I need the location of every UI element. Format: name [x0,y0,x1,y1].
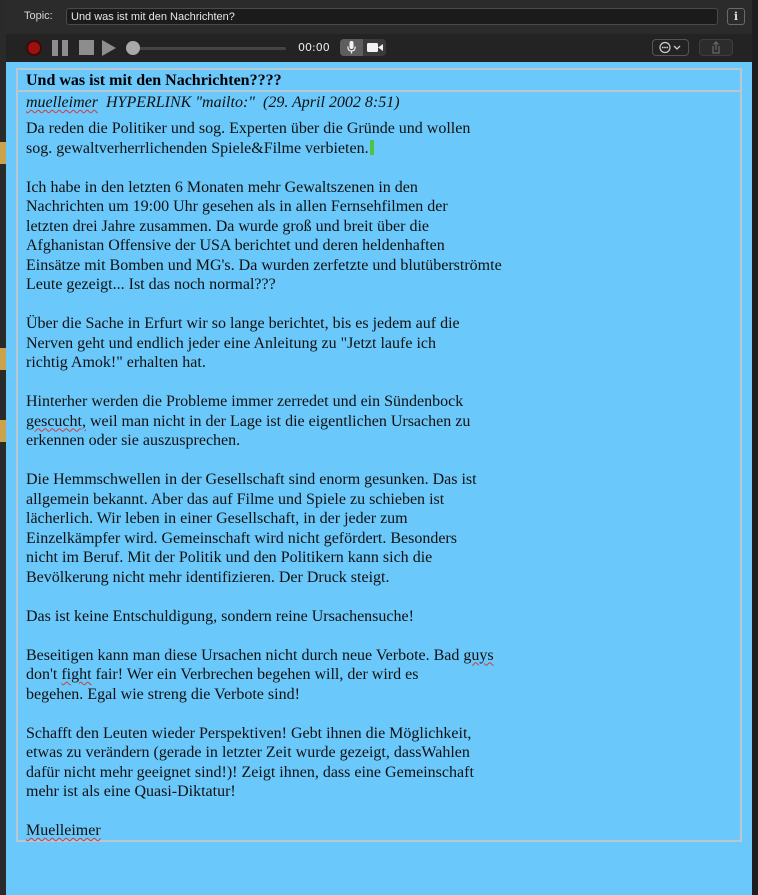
microphone-icon [347,41,356,54]
scrub-knob[interactable] [126,41,140,55]
byline-author: muelleimer [26,94,98,111]
paragraph-line: gescucht, weil man nicht in der Lage ist die eigentlichen Ursachen zu [26,412,471,430]
paragraph-line: dafür nicht mehr geeignet sind!)! Zeigt ihnen, dass eine Gemeinschaft [26,763,474,781]
paragraph-line: Muelleimer [26,822,101,839]
recorder-controls [6,34,752,62]
paragraph-line: Ich habe in den letzten 6 Monaten mehr Gewaltszenen in den [26,178,418,196]
document-frame [16,68,742,842]
paragraph-gap [26,373,666,393]
document-body[interactable] [26,119,666,841]
byline [26,94,400,112]
paragraph-line: Nachrichten um 19:00 Uhr gesehen als in allen Fernsehfilmen der [26,198,448,215]
paragraph-line: Die Hemmschwellen in der Gesellschaft sind enorm gesunken. Das ist [26,471,477,488]
paragraph-line: mehr ist als eine Quasi-Diktatur! [26,783,236,800]
paragraph-line: Einzelkämpfer wird. Gemeinschaft wird nicht gefördert. Besonders [26,529,457,547]
options-icon [653,40,688,55]
paragraph-gap [26,451,666,471]
byline-date: (29. April 2002 8:51) [262,94,400,111]
paragraph-line: Da reden die Politiker und sog. Experten über die Gründe und wollen [26,120,471,137]
paragraph-line: lächerlich. Wir leben in einer Gesellschaft, in der jeder zum [26,510,408,527]
text-cursor [370,140,374,155]
paragraph-line: don't fight fair! Wer ein Verbrechen begehen will, der wird es [26,666,419,683]
topic-input[interactable]: Und was ist mit den Nachrichten? [66,8,718,25]
paragraph-gap [26,587,666,607]
stop-button[interactable] [79,40,94,55]
document-title: Und was ist mit den Nachrichten???? [26,72,282,89]
info-button[interactable]: i [727,8,745,25]
paragraph-line: Schafft den Leuten wieder Perspektiven! Gebt ihnen die Möglichkeit, [26,724,472,742]
share-icon [700,40,732,55]
time-readout: 00:00 [298,41,330,54]
paragraph-line: nicht im Beruf. Mit der Politik und den Politikern kann sich die [26,549,433,566]
paragraph-line: sog. gewaltverherrlichenden Spiele&Filme verbieten. [26,139,666,159]
document-area[interactable] [6,62,752,895]
camera-icon[interactable] [367,42,383,53]
pause-icon [52,40,58,56]
paragraph-line: allgemein bekannt. Aber das auf Filme und Spiele zu schieben ist [26,490,445,508]
paragraph-line: Leute gezeigt... Ist das noch normal??? [26,276,276,293]
paragraph-line: Afghanistan Offensive der USA berichtet und deren heldenhaften [26,237,445,254]
byline-hyperlink[interactable]: HYPERLINK "mailto:" [105,94,255,111]
paragraph-line: richtig Amok!" erhalten hat. [26,354,206,371]
scrub-track[interactable] [130,47,286,50]
play-button[interactable] [102,40,116,56]
paragraph-line: Über die Sache in Erfurt wir so lange berichtet, bis es jedem auf die [26,315,460,332]
paragraph-line: begehen. Egal wie streng die Verbote sind! [26,685,300,703]
paragraph-gap [26,626,666,646]
topic-label: Topic: [24,10,53,22]
record-button[interactable] [26,40,42,56]
paragraph-line: letzten drei Jahre zusammen. Da wurde groß und breit über die [26,217,429,235]
paragraph-gap [26,802,666,822]
paragraph-line: etwas zu verändern (gerade in letzter Zeit wurde gezeigt, dassWahlen [26,744,470,761]
paragraph-gap [26,295,666,315]
microphone-toggle[interactable] [340,39,363,56]
share-button[interactable] [699,39,733,56]
paragraph-line: Das ist keine Entschuldigung, sondern reine Ursachensuche! [26,607,414,625]
media-toggle[interactable] [340,39,386,56]
title-row [18,70,740,92]
pause-button[interactable] [52,40,70,56]
paragraph-gap [26,158,666,178]
paragraph-line: Hinterher werden die Probleme immer zerredet und ein Sündenbock [26,393,464,410]
paragraph-line: Nerven geht und endlich jeder eine Anleitung zu "Jetzt laufe ich [26,334,436,352]
paragraph-line: Beseitigen kann man diese Ursachen nicht durch neue Verbote. Bad guys [26,646,494,664]
pause-icon [62,40,68,56]
paragraph-line: Einsätze mit Bomben und MG's. Da wurden zerfetzte und blutüberströmte [26,256,502,274]
paragraph-line: Bevölkerung nicht mehr identifizieren. Der Druck steigt. [26,568,390,586]
options-button[interactable] [652,39,689,56]
topic-bar [6,0,752,34]
paragraph-line: erkennen oder sie auszusprechen. [26,432,241,449]
paragraph-gap [26,704,666,724]
